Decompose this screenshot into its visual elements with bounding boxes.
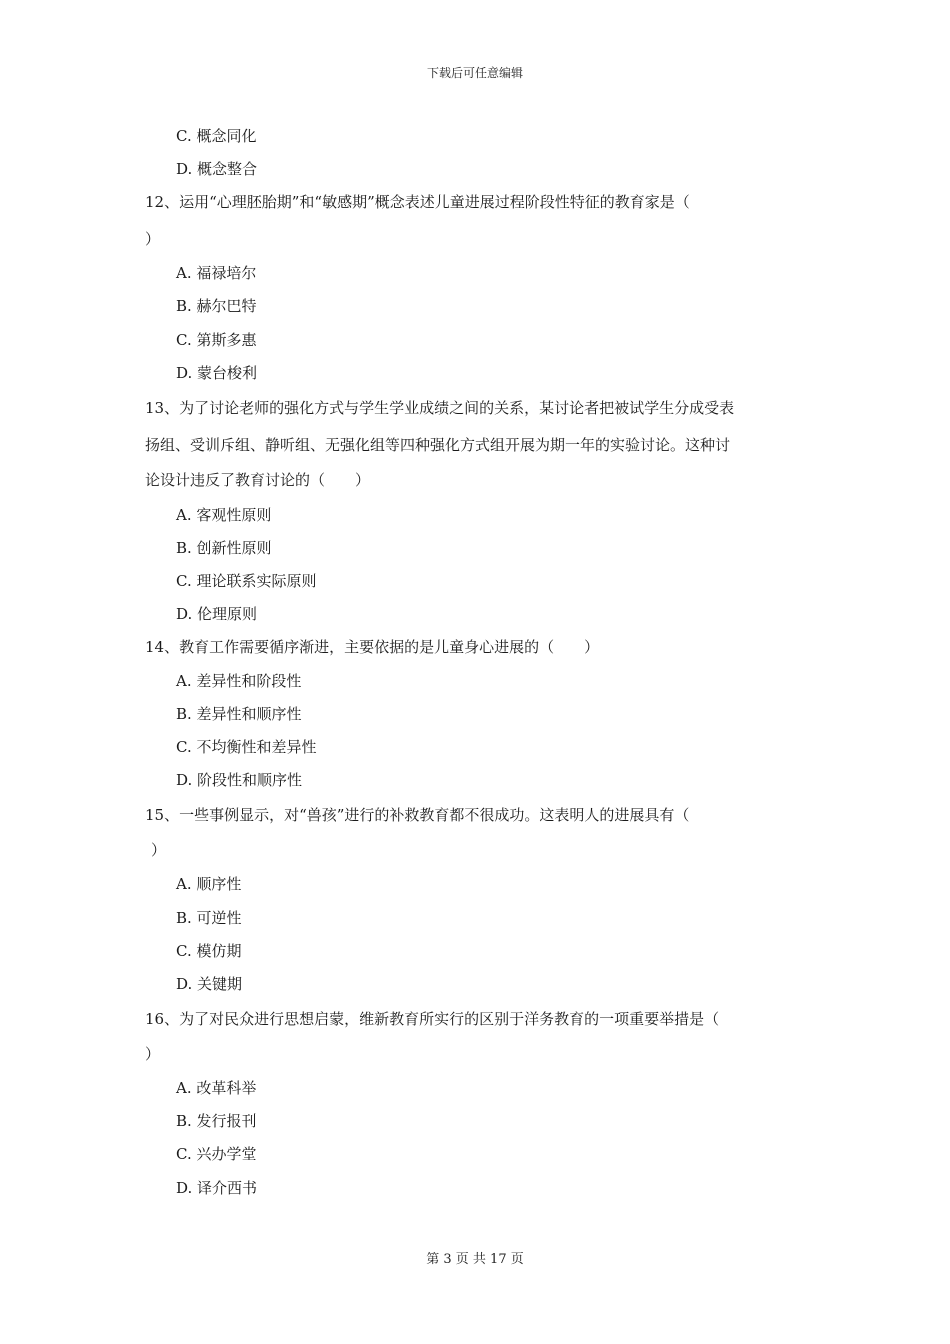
option-d: D. 蒙台梭利 [176, 364, 258, 382]
option-a: A. 差异性和阶段性 [176, 672, 302, 690]
option-a: A. 客观性原则 [176, 506, 272, 524]
option-a: A. 福禄培尔 [176, 264, 257, 282]
option-d: D. 译介西书 [176, 1179, 258, 1197]
option-d: D. 概念整合 [176, 160, 258, 178]
question-12-continued: ） [145, 230, 161, 248]
question-15: 15、一些事例显示，对“兽孩”进行的补救教育都不很成功。这表明人的进展具有（ [145, 806, 690, 824]
question-15-continued: ） [151, 841, 167, 859]
option-a: A. 改革科举 [176, 1079, 257, 1097]
option-c: C. 概念同化 [176, 127, 257, 145]
question-12: 12、运用“心理胚胎期”和“敏感期”概念表述儿童进展过程阶段性特征的教育家是（ [145, 193, 690, 211]
page-footer: 第 3 页 共 17 页 [426, 1252, 524, 1267]
option-b: B. 可逆性 [176, 909, 242, 927]
option-b: B. 赫尔巴特 [176, 297, 257, 315]
question-13: 13、为了讨论老师的强化方式与学生学业成绩之间的关系，某讨论者把被试学生分成受表 [145, 399, 735, 417]
option-c: C. 兴办学堂 [176, 1145, 257, 1163]
option-b: B. 差异性和顺序性 [176, 705, 302, 723]
question-13-continued: 论设计违反了教育讨论的（ ） [145, 471, 371, 489]
option-c: C. 理论联系实际原则 [176, 572, 317, 590]
question-16: 16、为了对民众进行思想启蒙，维新教育所实行的区别于洋务教育的一项重要举措是（ [145, 1010, 720, 1028]
option-c: C. 第斯多惠 [176, 331, 257, 349]
option-d: D. 阶段性和顺序性 [176, 771, 303, 789]
option-d: D. 关键期 [176, 975, 243, 993]
option-c: C. 不均衡性和差异性 [176, 738, 317, 756]
option-d: D. 伦理原则 [176, 605, 258, 623]
question-16-continued: ） [145, 1045, 161, 1063]
page-header: 下载后可任意编辑 [426, 66, 523, 80]
question-13-continued: 扬组、受训斥组、静听组、无强化组等四种强化方式组开展为期一年的实验讨论。这种讨 [145, 436, 731, 454]
question-14: 14、教育工作需要循序渐进，主要依据的是儿童身心进展的（ ） [145, 638, 600, 656]
option-b: B. 发行报刊 [176, 1112, 257, 1130]
option-b: B. 创新性原则 [176, 539, 272, 557]
option-c: C. 模仿期 [176, 942, 242, 960]
option-a: A. 顺序性 [176, 875, 242, 893]
